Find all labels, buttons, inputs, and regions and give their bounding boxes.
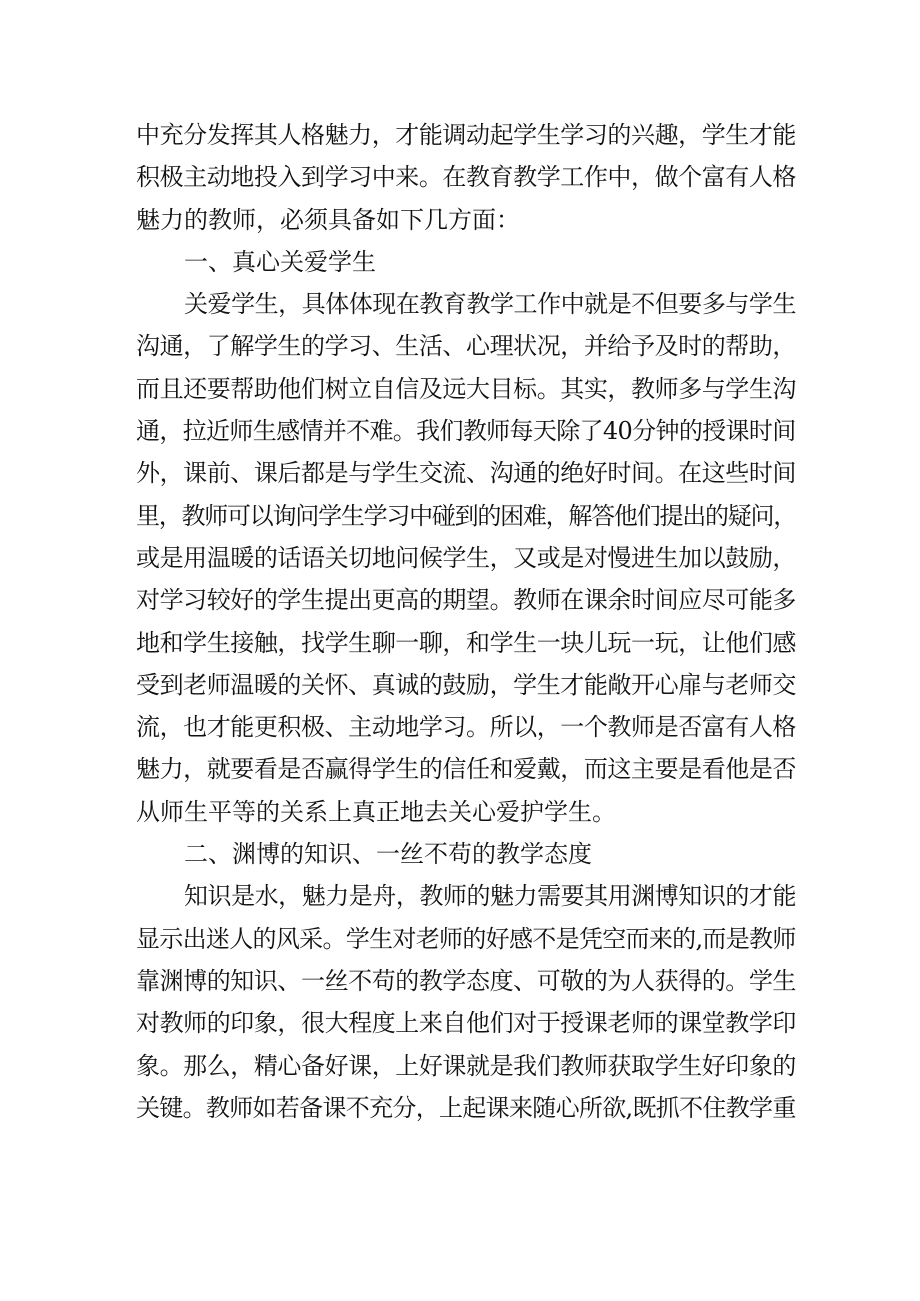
section-heading-2: 二、渊博的知识、一丝不苟的教学态度 bbox=[184, 840, 592, 869]
paragraph-start: 知识是水，魅力是舟，教师的魅力需要其用渊博知识的才能 bbox=[184, 882, 796, 911]
text-line: 关键。教师如若备课不充分，上起课来随心所欲,既抓不住教学重 bbox=[136, 1093, 796, 1122]
text-line: 中充分发挥其人格魅力，才能调动起学生学习的兴趣，学生才能 bbox=[136, 121, 796, 149]
text-line: 魅力，就要看是否赢得学生的信任和爱戴，而这主要是看他是否 bbox=[136, 755, 796, 784]
text-line: 对学习较好的学生提出更高的期望。教师在课余时间应尽可能多 bbox=[136, 586, 796, 615]
text-line: 靠渊博的知识、一丝不苟的教学态度、可敬的为人获得的。学生 bbox=[136, 966, 796, 995]
text-line: 通，拉近师生感情并不难。我们教师每天除了40分钟的授课时间 bbox=[136, 417, 796, 446]
text-line: 沟通，了解学生的学习、生活、心理状况，并给予及时的帮助， bbox=[136, 332, 796, 361]
text-line: 从师生平等的关系上真正地去关心爱护学生。 bbox=[136, 797, 616, 826]
text-line: 地和学生接触，找学生聊一聊，和学生一块儿玩一玩，让他们感 bbox=[136, 628, 796, 657]
text-line: 里，教师可以询问学生学习中碰到的困难，解答他们提出的疑问， bbox=[136, 501, 796, 530]
body-text bbox=[136, 114, 796, 1129]
text-line: 流，也才能更积极、主动地学习。所以，一个教师是否富有人格 bbox=[136, 713, 796, 742]
text-line: 积极主动地投入到学习中来。在教育教学工作中，做个富有人格 bbox=[136, 163, 796, 192]
section-heading-1: 一、真心关爱学生 bbox=[184, 247, 376, 276]
text-line: 象。那么，精心备好课，上好课就是我们教师获取学生好印象的 bbox=[136, 1051, 796, 1080]
text-line: 而且还要帮助他们树立自信及远大目标。其实，教师多与学生沟 bbox=[136, 374, 796, 403]
text-line: 受到老师温暖的关怀、真诚的鼓励，学生才能敞开心扉与老师交 bbox=[136, 670, 796, 699]
text-line: 魅力的教师，必须具备如下几方面： bbox=[136, 205, 520, 234]
text-line: 外，课前、课后都是与学生交流、沟通的绝好时间。在这些时间 bbox=[136, 459, 796, 488]
paragraph-start: 关爱学生，具体体现在教育教学工作中就是不但要多与学生 bbox=[184, 290, 796, 319]
text-line: 对教师的印象，很大程度上来自他们对于授课老师的课堂教学印 bbox=[136, 1009, 796, 1038]
text-line: 或是用温暖的话语关切地问候学生，又或是对慢进生加以鼓励， bbox=[136, 543, 796, 572]
text-line: 显示出迷人的风采。学生对老师的好感不是凭空而来的,而是教师 bbox=[136, 924, 796, 953]
